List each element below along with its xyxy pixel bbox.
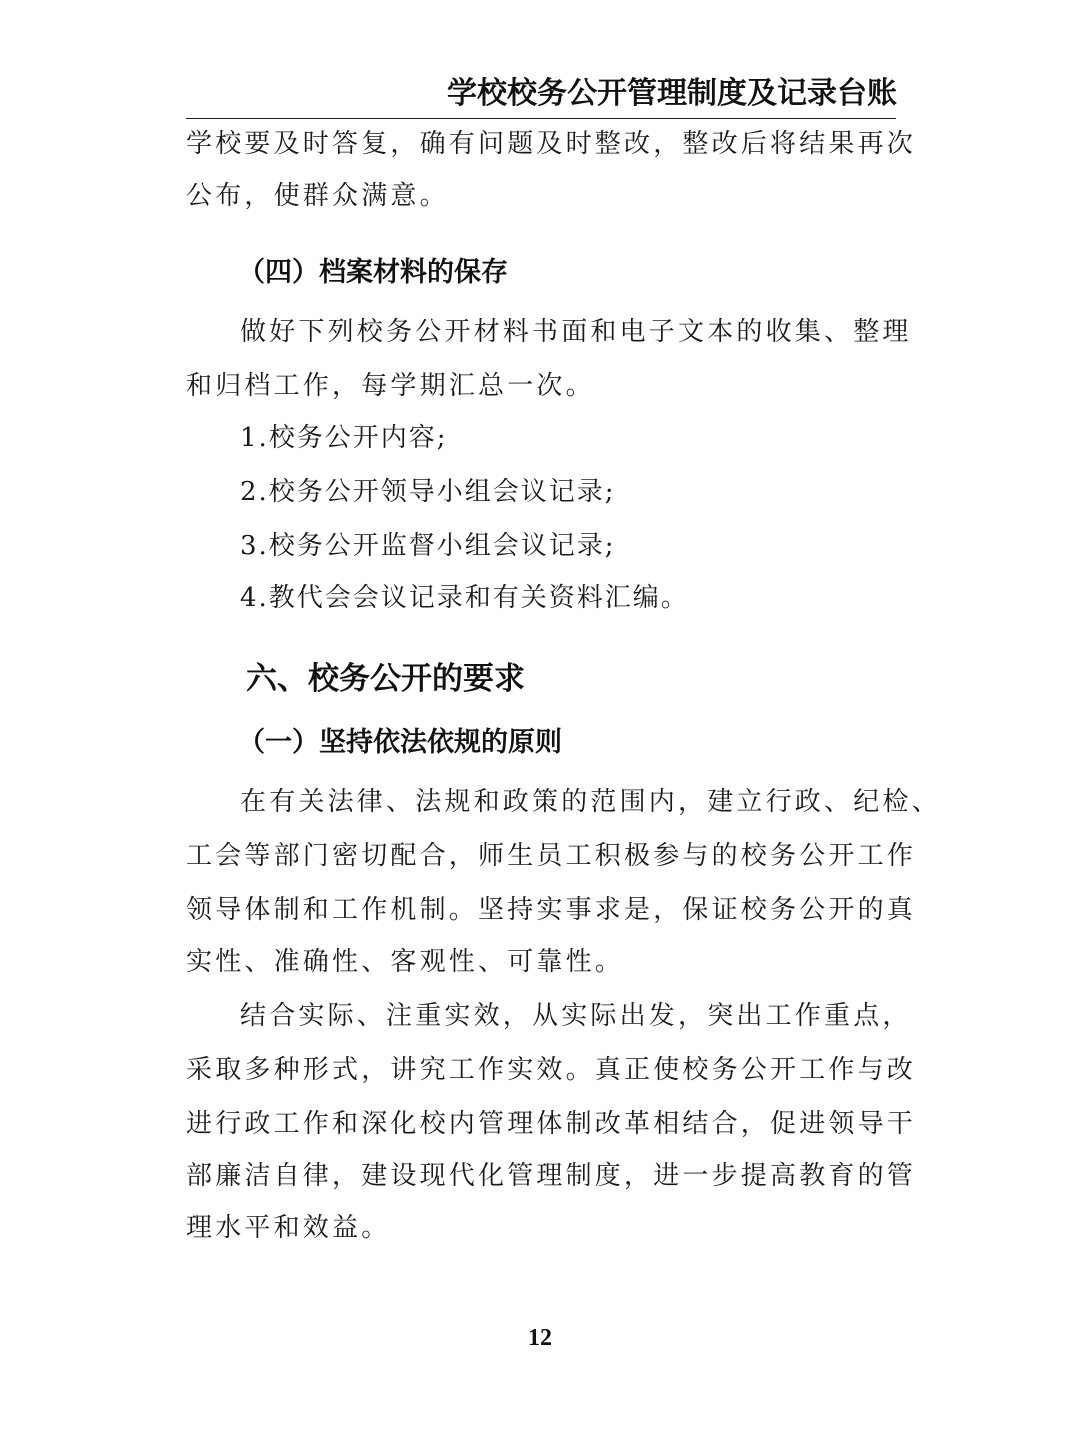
header-divider [186,118,896,119]
paragraph-line: 工会等部门密切配合，师生员工积极参与的校务公开工作 [186,841,917,871]
chapter-heading-6: 六、校务公开的要求 [246,661,525,697]
paragraph-line: 进行政工作和深化校内管理体制改革相结合，促进领导干 [186,1109,917,1139]
page-number: 12 [528,1325,552,1351]
list-item: 2.校务公开领导小组会议记录; [240,477,616,507]
paragraph-line: 做好下列校务公开材料书面和电子文本的收集、整理 [240,317,912,347]
paragraph-line: 在有关法律、法规和政策的范围内，建立行政、纪检、 [240,787,941,817]
section-heading-4: （四）档案材料的保存 [238,257,508,288]
paragraph-line: 结合实际、注重实效，从实际出发，突出工作重点， [240,1001,912,1031]
paragraph-line: 采取多种形式，讲究工作实效。真正使校务公开工作与改 [186,1055,917,1085]
running-header-title: 学校校务公开管理制度及记录台账 [447,76,897,111]
paragraph-line: 和归档工作，每学期汇总一次。 [186,371,595,401]
paragraph-line: 领导体制和工作机制。坚持实事求是，保证校务公开的真 [186,895,917,925]
list-item: 3.校务公开监督小组会议记录; [240,531,616,561]
paragraph-line: 学校要及时答复，确有问题及时整改，整改后将结果再次 [186,129,917,159]
paragraph-line: 部廉洁自律，建设现代化管理制度，进一步提高教育的管 [186,1161,917,1191]
paragraph-line: 公布，使群众满意。 [186,181,449,211]
list-item: 4.教代会会议记录和有关资料汇编。 [240,583,689,613]
list-item: 1.校务公开内容; [240,423,448,453]
paragraph-line: 理水平和效益。 [186,1213,391,1243]
section-heading-1: （一）坚持依法依规的原则 [238,727,562,758]
paragraph-line: 实性、准确性、客观性、可靠性。 [186,947,625,977]
